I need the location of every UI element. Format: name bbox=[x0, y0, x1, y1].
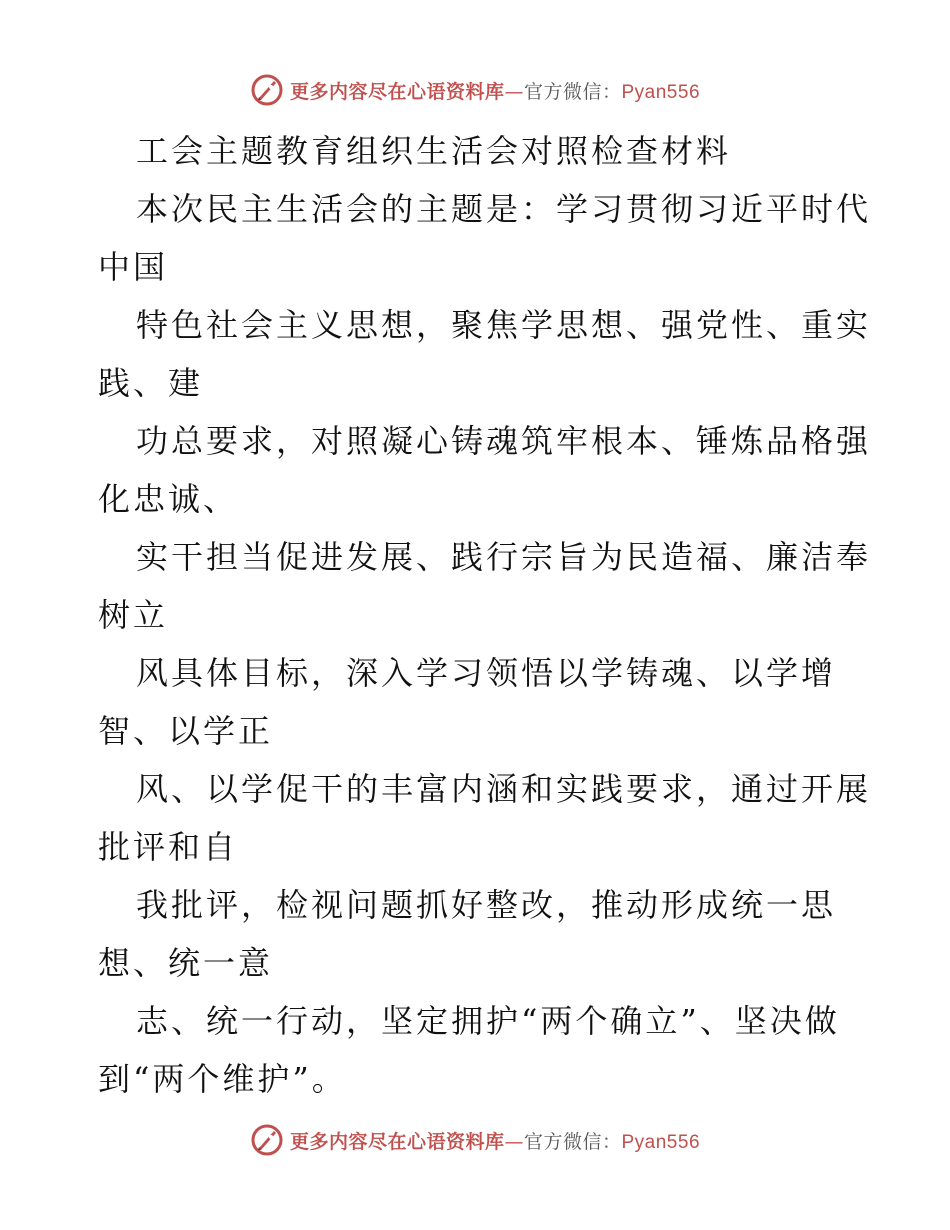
banner-separator: — bbox=[504, 1130, 524, 1153]
banner-wechat-label: 官方微信： bbox=[523, 1130, 622, 1153]
paragraph-line: 树立 bbox=[98, 596, 169, 634]
banner-wechat-id: Pyan556 bbox=[621, 81, 701, 103]
footer-banner bbox=[0, 1120, 950, 1160]
paragraph-line: 想、统一意 bbox=[98, 944, 274, 982]
paragraph-line: 风具体目标，深入学习领悟以学铸魂、以学增 bbox=[136, 654, 837, 692]
banner-separator: — bbox=[504, 80, 524, 103]
banner-content bbox=[250, 73, 700, 107]
paragraph-line: 到“两个维护”。 bbox=[98, 1060, 347, 1098]
paragraph-line: 志、统一行动，坚定拥护“两个确立”、坚决做 bbox=[136, 1002, 840, 1040]
banner-main-text: 更多内容尽在心语资料库 bbox=[289, 1130, 505, 1153]
paragraph-line: 特色社会主义思想，聚焦学思想、强党性、重实 bbox=[136, 306, 872, 344]
banner-wechat-id: Pyan556 bbox=[621, 1131, 701, 1153]
banner-wechat-label: 官方微信： bbox=[523, 80, 622, 103]
banner-main-text: 更多内容尽在心语资料库 bbox=[289, 80, 505, 103]
document-lines bbox=[98, 180, 872, 1108]
paragraph-line: 实干担当促进发展、践行宗旨为民造福、廉洁奉 bbox=[136, 538, 872, 576]
document-title: 工会主题教育组织生活会对照检查材料 bbox=[136, 132, 732, 170]
paragraph-line: 风、以学促干的丰富内涵和实践要求，通过开展 bbox=[136, 770, 872, 808]
paragraph-line: 功总要求，对照凝心铸魂筑牢根本、锤炼品格强 bbox=[136, 422, 872, 460]
paragraph-line: 中国 bbox=[98, 248, 169, 286]
banner-text bbox=[290, 1127, 700, 1154]
document-body bbox=[98, 122, 872, 1108]
paragraph-line: 践、建 bbox=[98, 364, 204, 402]
header-banner bbox=[0, 70, 950, 110]
paragraph-line: 批评和自 bbox=[98, 828, 239, 866]
banner-content bbox=[250, 1123, 700, 1157]
quill-pen-logo-icon bbox=[250, 1123, 284, 1157]
paragraph-line: 本次民主生活会的主题是：学习贯彻习近平时代 bbox=[136, 190, 872, 228]
quill-pen-logo-icon bbox=[250, 73, 284, 107]
paragraph-line: 智、以学正 bbox=[98, 712, 274, 750]
paragraph-line: 化忠诚、 bbox=[98, 480, 239, 518]
paragraph-line: 我批评，检视问题抓好整改，推动形成统一思 bbox=[136, 886, 837, 924]
banner-text bbox=[290, 77, 700, 104]
